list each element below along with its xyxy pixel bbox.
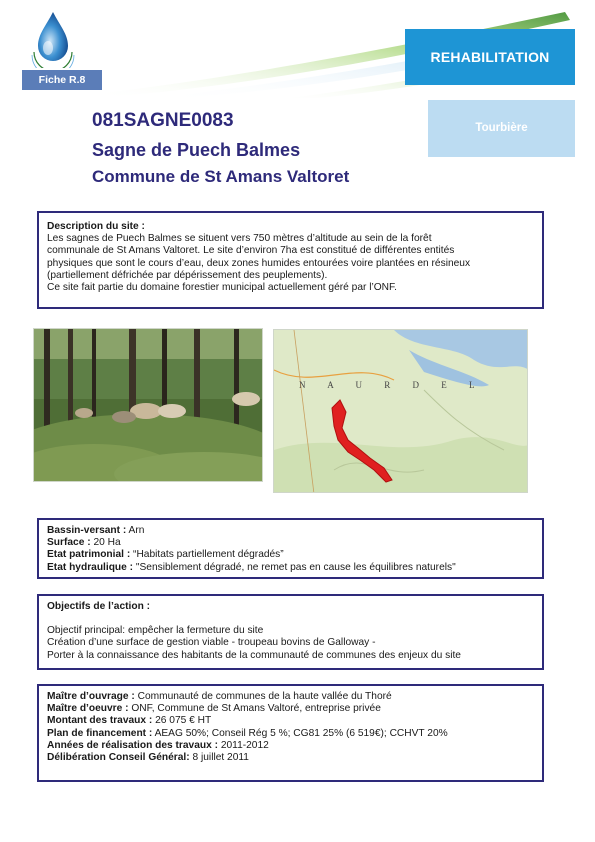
- objectives-heading: Objectifs de l’action :: [47, 601, 151, 612]
- category-badge: REHABILITATION: [405, 29, 575, 85]
- description-heading: Description du site :: [47, 221, 145, 232]
- patrimonial-row: Etat patrimonial : “Habitats partiellement dégradés”: [47, 549, 284, 561]
- site-name: Sagne de Puech Balmes: [92, 140, 301, 160]
- objective-line: Création d’une surface de gestion viable - troupeau bovins de Galloway -: [47, 637, 376, 649]
- water-drop-logo: [22, 8, 84, 68]
- oeuvre-row: Maître d’oeuvre : ONF, Commune de St Amans Valtoré, entreprise privée: [47, 703, 381, 715]
- title-block: [92, 110, 349, 188]
- description-line: communale de St Amans Valtoret. Le site d’environ 7ha est constitué de différentes entités: [47, 245, 455, 257]
- admin-box: [37, 684, 544, 782]
- description-line: Les sagnes de Puech Balmes se situent vers 750 mètres d’altitude au sein de la forêt: [47, 233, 432, 245]
- hydraulique-row: Etat hydraulique : "Sensiblement dégradé, ne remet pas en cause les équilibres naturels": [47, 561, 456, 573]
- site-code: 081SAGNE0083: [92, 110, 234, 131]
- deliberation-row: Délibération Conseil Général: 8 juillet 2011: [47, 752, 249, 764]
- fiche-number-tab: Fiche R.8: [22, 70, 102, 90]
- type-badge: Tourbière: [428, 100, 575, 157]
- description-line: physiques que sont le cours d’eau, deux zones humides entourées voire plantées en résineux: [47, 257, 471, 269]
- site-map: [273, 329, 528, 493]
- site-info-box: [37, 518, 544, 579]
- montant-row: Montant des travaux : 26 075 € HT: [47, 715, 212, 727]
- objectives-box: [37, 594, 544, 670]
- site-photo: [33, 328, 263, 482]
- map-place-label: N A U R D E L: [299, 380, 485, 390]
- objective-line: Objectif principal: empêcher la fermeture du site: [47, 625, 264, 637]
- description-line: Ce site fait partie du domaine forestier municipal actuellement géré par l’ONF.: [47, 282, 397, 294]
- annees-row: Années de réalisation des travaux : 2011-2012: [47, 739, 269, 751]
- financement-row: Plan de financement : AEAG 50%; Conseil Rég 5 %; CG81 25% (6 519€); CCHVT 20%: [47, 727, 448, 739]
- commune-name: Commune de St Amans Valtoret: [92, 167, 350, 186]
- bassin-row: Bassin-versant : Arn: [47, 525, 145, 536]
- description-box: [37, 211, 544, 309]
- ouvrage-row: Maître d’ouvrage : Communauté de communes de la haute vallée du Thoré: [47, 691, 392, 702]
- description-line: (partiellement défrichée par dépérissement des peuplements).: [47, 269, 328, 281]
- objective-line: Porter à la connaissance des habitants de la communauté de communes des enjeux du site: [47, 649, 461, 661]
- surface-row: Surface : 20 Ha: [47, 537, 121, 549]
